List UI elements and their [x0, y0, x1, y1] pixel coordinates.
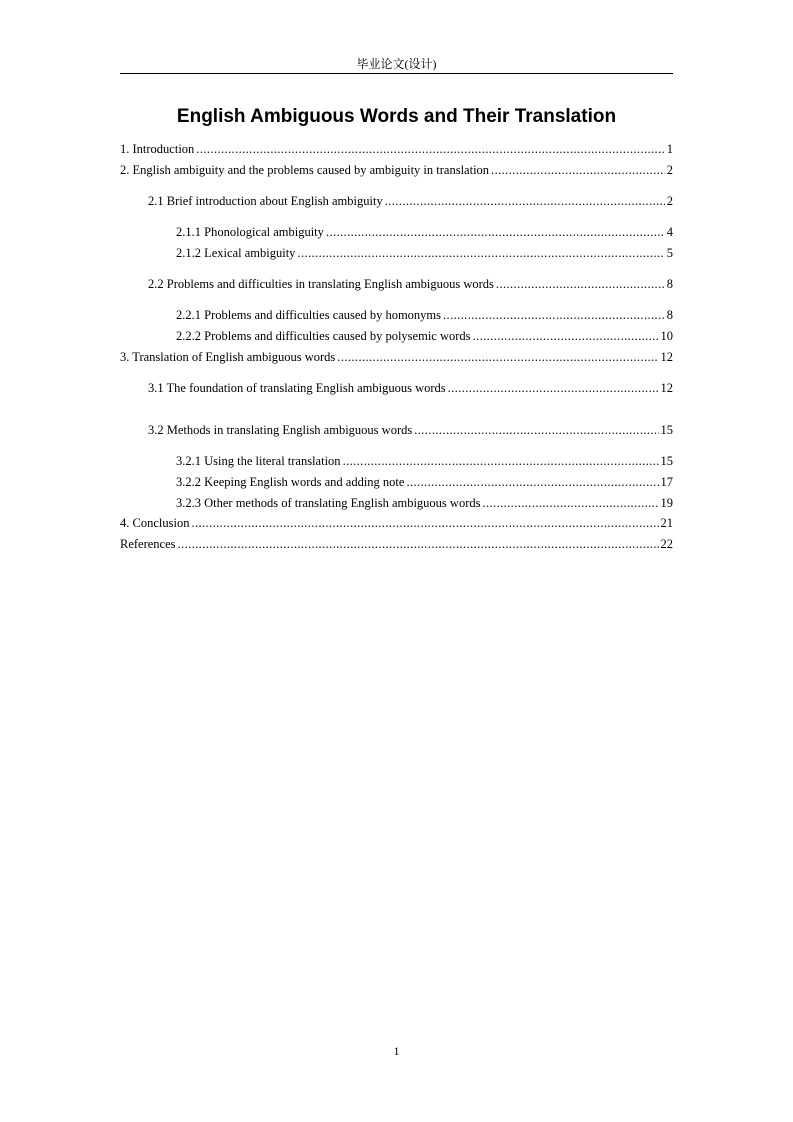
- toc-entry[interactable]: [120, 245, 673, 261]
- toc-entry[interactable]: [120, 495, 673, 511]
- toc-entry-page: 12: [660, 350, 673, 364]
- toc-entry-page: 2: [666, 163, 673, 177]
- toc-entry-page: 15: [660, 423, 673, 437]
- toc-entry-title: 3.2 Methods in translating English ambiguous words: [148, 423, 413, 437]
- toc-entry[interactable]: [120, 474, 673, 490]
- toc-leader-dots: [196, 141, 664, 157]
- toc-leader-dots: [482, 495, 658, 511]
- toc-entry[interactable]: [120, 276, 673, 292]
- toc-entry-page: 21: [660, 516, 673, 530]
- toc-entry-page: 4: [666, 225, 673, 239]
- toc-entry-title: 3. Translation of English ambiguous words: [120, 350, 336, 364]
- toc-entry-page: 1: [666, 142, 673, 156]
- toc-entry[interactable]: [120, 162, 673, 178]
- toc-entry-title: 2.1.2 Lexical ambiguity: [176, 246, 296, 260]
- toc-entry-page: 8: [666, 277, 673, 291]
- toc-entry-page: 10: [660, 329, 673, 343]
- toc-entry[interactable]: [120, 193, 673, 209]
- toc-entry-title: 3.1 The foundation of translating English ambiguous words: [148, 381, 446, 395]
- toc-entry-page: 19: [660, 496, 673, 510]
- toc-entry[interactable]: [120, 515, 673, 531]
- toc-leader-dots: [443, 307, 665, 323]
- toc-entry[interactable]: [120, 328, 673, 344]
- toc-entry[interactable]: [120, 453, 673, 469]
- toc-entry-title: 2.2.2 Problems and difficulties caused by polysemic words: [176, 329, 471, 343]
- toc-entry-title: 4. Conclusion: [120, 516, 190, 530]
- toc-entry-title: 2.1.1 Phonological ambiguity: [176, 225, 324, 239]
- toc-entry-title: 2.1 Brief introduction about English ambiguity: [148, 194, 383, 208]
- toc-entry[interactable]: [120, 141, 673, 157]
- toc-entry-title: 1. Introduction: [120, 142, 195, 156]
- toc-leader-dots: [385, 193, 665, 209]
- toc-entry-title: 3.2.3 Other methods of translating English ambiguous words: [176, 496, 481, 510]
- toc-leader-dots: [414, 422, 658, 438]
- toc-entry-page: 22: [660, 537, 673, 551]
- toc-leader-dots: [448, 380, 659, 396]
- document-title: English Ambiguous Words and Their Translation: [176, 106, 617, 127]
- toc-entry-page: 15: [660, 454, 673, 468]
- toc-entry-page: 12: [660, 381, 673, 395]
- toc-entry-title: 2.2 Problems and difficulties in translating English ambiguous words: [148, 277, 494, 291]
- toc-leader-dots: [337, 349, 658, 365]
- toc-leader-dots: [473, 328, 659, 344]
- toc-entry[interactable]: [120, 307, 673, 323]
- toc-entry-page: 5: [666, 246, 673, 260]
- toc-entry[interactable]: [120, 349, 673, 365]
- toc-entry[interactable]: [120, 224, 673, 240]
- toc-entry-page: 8: [666, 308, 673, 322]
- toc-entry-page: 2: [666, 194, 673, 208]
- toc-entry[interactable]: [120, 536, 673, 552]
- toc-leader-dots: [496, 276, 665, 292]
- toc-leader-dots: [343, 453, 659, 469]
- toc-leader-dots: [178, 536, 659, 552]
- toc-leader-dots: [326, 224, 665, 240]
- toc-leader-dots: [406, 474, 658, 490]
- toc-entry-page: 17: [660, 475, 673, 489]
- page-number: 1: [393, 1044, 400, 1058]
- toc-leader-dots: [297, 245, 664, 261]
- toc-leader-dots: [191, 515, 658, 531]
- toc-entry[interactable]: [120, 380, 673, 396]
- running-header: 毕业论文(设计): [356, 57, 437, 71]
- toc-entry-title: 2. English ambiguity and the problems caused by ambiguity in translation: [120, 163, 490, 177]
- toc-entry-title: 3.2.1 Using the literal translation: [176, 454, 341, 468]
- toc-entry-title: 3.2.2 Keeping English words and adding note: [176, 475, 405, 489]
- toc-entry-title: References: [120, 537, 176, 551]
- toc-leader-dots: [491, 162, 665, 178]
- toc-entry[interactable]: [120, 422, 673, 438]
- toc-entry-title: 2.2.1 Problems and difficulties caused by homonyms: [176, 308, 442, 322]
- table-of-contents: [120, 0, 673, 1122]
